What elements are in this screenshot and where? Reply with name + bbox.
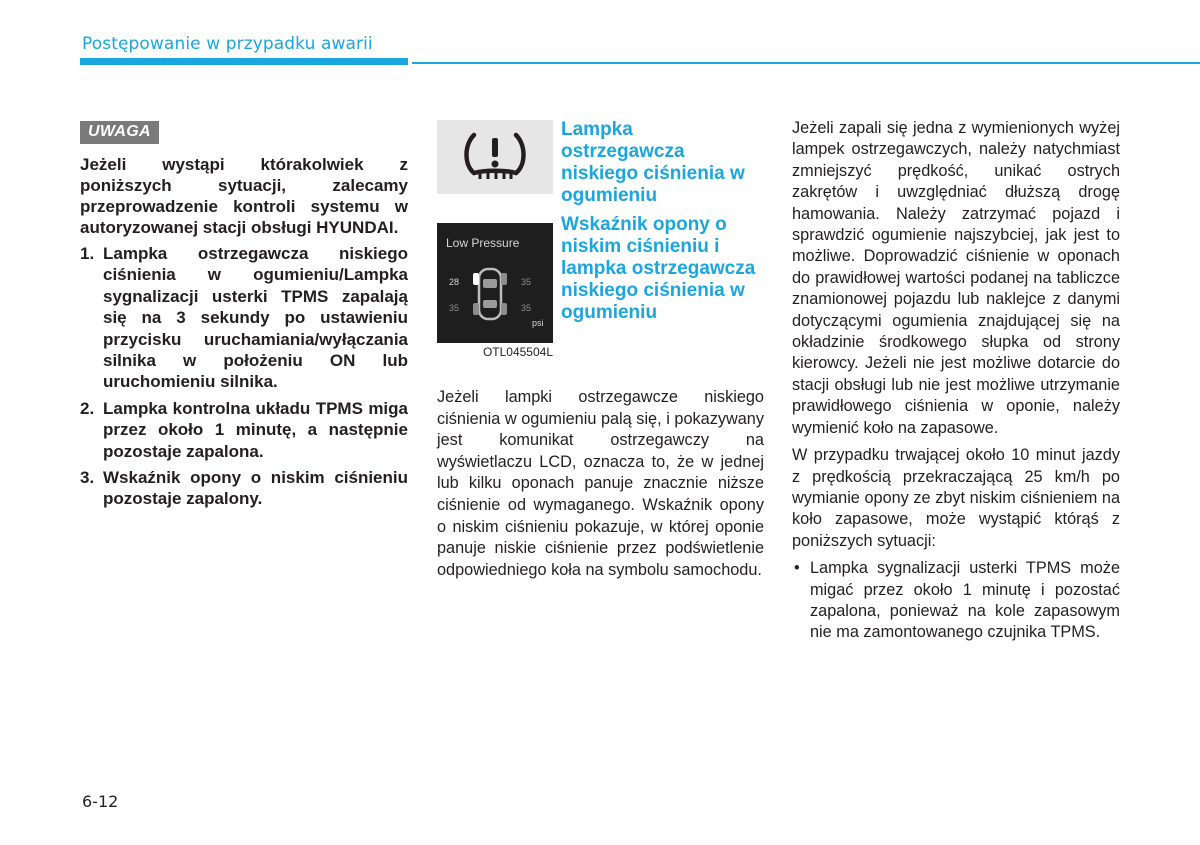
list-item-text: Lampka sygnalizacji usterki TPMS może migać przez około 1 minutę i pozostać zapalona, ponieważ na kole zapasowym nie ma zamontowanego czujnika TPMS.	[810, 559, 1120, 642]
list-item	[792, 558, 1120, 644]
list-item-number: 3.	[80, 468, 95, 488]
tpms-warning-icon	[460, 129, 530, 185]
header-rule-thin	[412, 62, 1200, 64]
list-item	[80, 398, 408, 462]
warning-column	[80, 121, 408, 515]
list-item-text: Wskaźnik opony o niskim ciśnieniu pozostaje zapalony.	[103, 468, 408, 509]
car-top-view-icon	[473, 269, 507, 319]
list-item-number: 2.	[80, 398, 95, 418]
pressure-rear-right: 35	[521, 303, 532, 313]
list-item-text: Lampka ostrzegawcza niskiego ciśnienia w ogumieniu/Lampka sygnalizacji usterki TPMS zapalają się na 3 sekundy po ustawieniu przycisku uruchamiania/wyłączania silnika w położeniu ON lub uruchomieniu silnika.	[103, 244, 408, 392]
list-item-number: 1.	[80, 244, 95, 263]
warning-badge: UWAGA	[80, 121, 159, 144]
list-item	[80, 243, 408, 393]
right-paragraph-1: Jeżeli zapali się jedna z wymienionych wyżej lampek ostrzegawczych, należy natychmiast zmniejszyć prędkość, unikać ostrych zakrętów i uwzględniać dłuższą drogę hamowania. Należy zatrzymać pojazd i sprawdzić ogumienie najszybciej, jak jest to możliwe. Doprowadzić ciśnienie w oponach do prawidłowej wartości podanej na tabliczce znamionowej pojazdu lub naklejce z danymi dotyczącymi ogumienia znajdującej się na okładzinie środkowego słupka od strony kierowcy. Jeżeli nie jest możliwe dotarcie do stacji obsługi lub nie jest możliwe utrzymanie prawidłowego ciśnienia w oponie, należy wymienić koło na zapasowe.	[792, 119, 1120, 437]
warning-intro: Jeżeli wystąpi którakolwiek z poniższych sytuacji, zalecamy przeprowadzenie kontroli systemu w autoryzowanej stacji obsługi HYUNDAI.	[80, 155, 408, 237]
cluster-title: Low Pressure	[446, 236, 520, 250]
low-pressure-display	[437, 223, 553, 343]
pressure-rear-left: 35	[449, 303, 460, 313]
right-column	[792, 118, 1120, 644]
list-item-text: Lampka kontrolna układu TPMS miga przez około 1 minutę, a następnie pozostaje zapalona.	[103, 398, 408, 461]
bullet-glyph: •	[794, 559, 800, 578]
section-heading-low-pressure-indicator: Wskaźnik opony o niskim ciśnieniu i lampka ostrzegawcza niskiego ciśnienia w ogumieniu	[561, 214, 756, 323]
lcd-cluster-figure	[437, 223, 553, 343]
pressure-front-left: 28	[449, 277, 460, 287]
right-bullet-list	[792, 558, 1120, 644]
page-header-title: Postępowanie w przypadku awarii	[82, 34, 373, 54]
cluster-unit: psi	[532, 318, 544, 328]
section-heading-warning-lamp: Lampka ostrzegawcza niskiego ciśnienia w ogumieniu	[561, 119, 745, 206]
pressure-front-right: 35	[521, 277, 532, 287]
section-body-text: Jeżeli lampki ostrzegawcze niskiego ciśnienia w ogumieniu palą się, i pokazywany jest komunikat ostrzegawczy na wyświetlaczu LCD, oznacza to, że w jednej lub kilku oponach panuje znacznie niższe ciśnienie od wymaganego. Wskaźnik opony o niskim ciśnieniu pokazuje, w której oponie panuje niskie ciśnienie przez podświetlenie odpowiedniego koła na symbolu samochodu.	[437, 388, 764, 579]
tpms-warning-lamp-figure	[437, 120, 553, 194]
warning-list	[80, 243, 408, 510]
page-number: 6-12	[82, 792, 119, 811]
list-item	[80, 467, 408, 510]
right-paragraph-2: W przypadku trwającej około 10 minut jazdy z prędkością przekraczającą 25 km/h po wymianie opony ze zbyt niskim ciśnieniem na koło zapasowe, może wystąpić którąś z poniższych sytuacji:	[792, 446, 1120, 550]
header-rule-thick	[80, 58, 408, 65]
figure-code: OTL045504L	[482, 345, 553, 359]
